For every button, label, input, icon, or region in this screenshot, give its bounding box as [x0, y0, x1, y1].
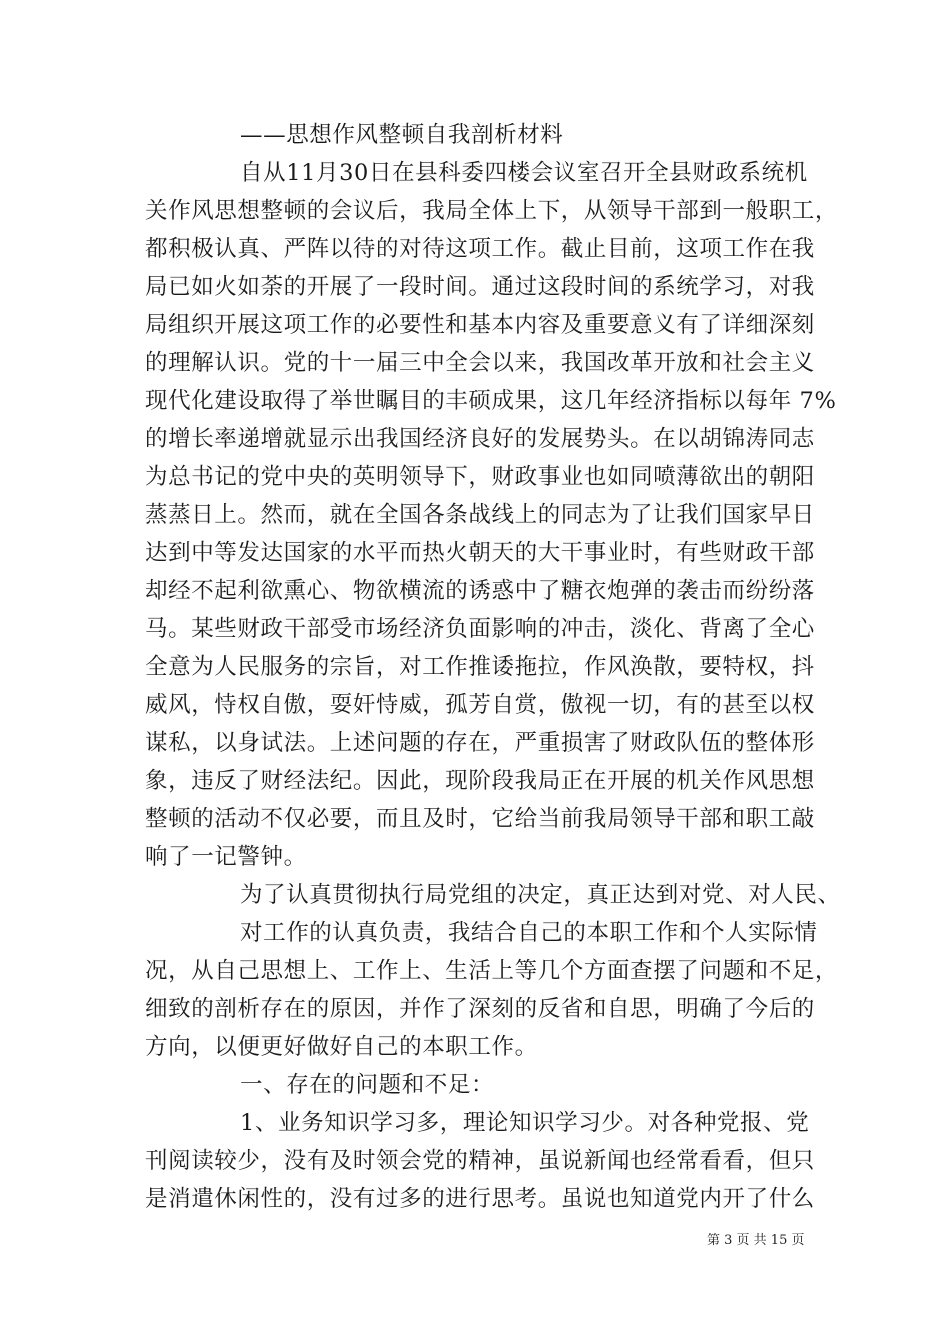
- paragraph-line: 全意为人民服务的宗旨，对工作推诿拖拉，作风涣散，要特权，抖: [145, 654, 815, 680]
- paragraph-line: 响了一记警钟。: [145, 844, 307, 870]
- paragraph-line: 自从11月30日在县科委四楼会议室召开全县财政系统机: [240, 160, 808, 186]
- paragraph-line: 局已如火如荼的开展了一段时间。通过这段时间的系统学习，对我: [145, 274, 815, 300]
- paragraph-line: 1、业务知识学习多，理论知识学习少。对各种党报、党: [240, 1110, 810, 1136]
- paragraph-line: 对工作的认真负责，我结合自己的本职工作和个人实际情: [240, 920, 818, 946]
- paragraph-line: 为总书记的党中央的英明领导下，财政事业也如同喷薄欲出的朝阳: [145, 464, 815, 490]
- paragraph-line: 局组织开展这项工作的必要性和基本内容及重要意义有了详细深刻: [145, 312, 815, 338]
- paragraph-line: 谋私，以身试法。上述问题的存在，严重损害了财政队伍的整体形: [145, 730, 815, 756]
- paragraph-line: 都积极认真、严阵以待的对待这项工作。截止目前，这项工作在我: [145, 236, 815, 262]
- paragraph-line: 的增长率递增就显示出我国经济良好的发展势头。在以胡锦涛同志: [145, 426, 815, 452]
- paragraph-line: 却经不起利欲熏心、物欲横流的诱惑中了糖衣炮弹的袭击而纷纷落: [145, 578, 815, 604]
- paragraph-line: 方向，以便更好做好自己的本职工作。: [145, 1034, 538, 1060]
- paragraph-line: 细致的剖析存在的原因，并作了深刻的反省和自思，明确了今后的: [145, 996, 815, 1022]
- paragraph-line: 威风，恃权自傲，耍奸恃威，孤芳自赏，傲视一切，有的甚至以权: [145, 692, 815, 718]
- paragraph-line: 达到中等发达国家的水平而热火朝天的大干事业时，有些财政干部: [145, 540, 815, 566]
- paragraph-line: 蒸蒸日上。然而，就在全国各条战线上的同志为了让我们国家早日: [145, 502, 815, 528]
- paragraph-line: 关作风思想整顿的会议后，我局全体上下，从领导干部到一般职工，: [145, 198, 839, 224]
- document-subtitle: ——思想作风整顿自我剖析材料: [240, 122, 564, 148]
- paragraph-line: 整顿的活动不仅必要，而且及时，它给当前我局领导干部和职工敲: [145, 806, 815, 832]
- paragraph-line: 是消遣休闲性的，没有过多的进行思考。虽说也知道党内开了什么: [145, 1186, 815, 1212]
- section-heading: 一、存在的问题和不足：: [240, 1072, 495, 1098]
- paragraph-line: 的理解认识。党的十一届三中全会以来，我国改革开放和社会主义: [145, 350, 815, 376]
- paragraph-line: 刊阅读较少，没有及时领会党的精神，虽说新闻也经常看看，但只: [145, 1148, 815, 1174]
- paragraph-line: 马。某些财政干部受市场经济负面影响的冲击，淡化、背离了全心: [145, 616, 815, 642]
- paragraph-line: 为了认真贯彻执行局党组的决定，真正达到对党、对人民、: [240, 882, 841, 908]
- paragraph-line: 况，从自己思想上、工作上、生活上等几个方面查摆了问题和不足，: [145, 958, 839, 984]
- paragraph-line: 现代化建设取得了举世瞩目的丰硕成果，这几年经济指标以每年 7%: [145, 388, 837, 414]
- paragraph-line: 象，违反了财经法纪。因此，现阶段我局正在开展的机关作风思想: [145, 768, 815, 794]
- page-number-footer: 第 3 页 共 15 页: [707, 1233, 805, 1248]
